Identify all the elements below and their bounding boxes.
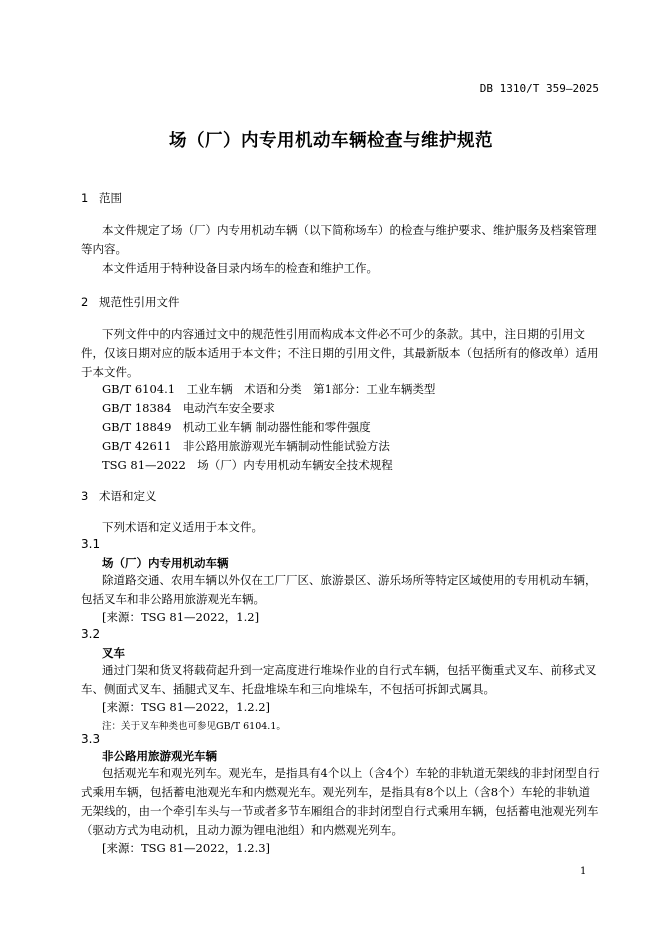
section-number: 2 (81, 295, 89, 309)
term-source: [来源：TSG 81—2022，1.2.3] (102, 841, 271, 855)
standard-number: DB 1310/T 359—2025 (479, 82, 599, 95)
reference-item: GB/T 18849 机动工业车辆 制动器性能和零件强度 (102, 420, 371, 434)
page-number: 1 (580, 866, 587, 877)
paragraph: 本文件适用于特种设备目录内场车的检查和维护工作。 (102, 261, 378, 275)
section-number: 3 (81, 489, 89, 503)
document-title: 场（厂）内专用机动车辆检查与维护规范 (169, 131, 493, 151)
section-title: 术语和定义 (99, 489, 157, 503)
section-1-heading (81, 190, 122, 206)
term-number: 3.2 (81, 627, 101, 641)
term-definition: 除道路交通、农用车辆以外仅在工厂厂区、旅游景区、游乐场所等特定区域使用的专用机动车辆，包括叉车和非公路用旅游观光车辆。 (81, 573, 597, 606)
term-definition: 包括观光车和观光列车。观光车，是指具有4个以上（含4个）车轮的非轨道无架线的非封闭型自行式乘用车辆，包括蓄电池观光车和内燃观光车。观光列车，是指具有8个以上（含8个）车轮的非轨道无架线的，由一个牵引车头与一节或者多节车厢组合的非封闭型自行式乘用车辆，包括蓄电池观光列车（驱动方式为电动机，且动力源为锂电池组）和内燃观光列车。 (81, 766, 600, 837)
term-title: 场（厂）内专用机动车辆 (102, 556, 229, 570)
term-definition: 通过门架和货叉将载荷起升到一定高度进行堆垛作业的自行式车辆，包括平衡重式叉车、前移式叉车、侧面式叉车、插腿式叉车、托盘堆垛车和三向堆垛车，不包括可拆卸式属具。 (81, 663, 597, 696)
term-title: 叉车 (102, 646, 125, 660)
paragraph: 本文件规定了场（厂）内专用机动车辆（以下简称场车）的检查与维护要求、维护服务及档案管理等内容。 (81, 223, 597, 256)
term-number: 3.1 (81, 537, 101, 551)
paragraph: 下列文件中的内容通过文中的规范性引用而构成本文件必不可少的条款。其中，注日期的引用文件，仅该日期对应的版本适用于本文件；不注日期的引用文件，其最新版本（包括所有的修改单）适用于本文件。 (81, 327, 599, 379)
reference-item: TSG 81—2022 场（厂）内专用机动车辆安全技术规程 (102, 458, 393, 472)
paragraph: 下列术语和定义适用于本文件。 (102, 520, 263, 534)
section-title: 规范性引用文件 (99, 295, 180, 309)
section-2-heading (81, 294, 180, 310)
term-note: 注：关于叉车种类也可参见GB/T 6104.1。 (102, 721, 286, 732)
section-3-heading (81, 488, 157, 504)
term-source: [来源：TSG 81—2022，1.2.2] (102, 700, 271, 714)
term-title: 非公路用旅游观光车辆 (102, 749, 217, 763)
reference-item: GB/T 6104.1 工业车辆 术语和分类 第1部分：工业车辆类型 (102, 382, 436, 396)
section-number: 1 (81, 191, 89, 205)
reference-item: GB/T 42611 非公路用旅游观光车辆制动性能试验方法 (102, 439, 390, 453)
term-number: 3.3 (81, 732, 101, 746)
reference-item: GB/T 18384 电动汽车安全要求 (102, 401, 275, 415)
section-title: 范围 (99, 191, 122, 205)
term-source: [来源：TSG 81—2022，1.2] (102, 610, 260, 624)
